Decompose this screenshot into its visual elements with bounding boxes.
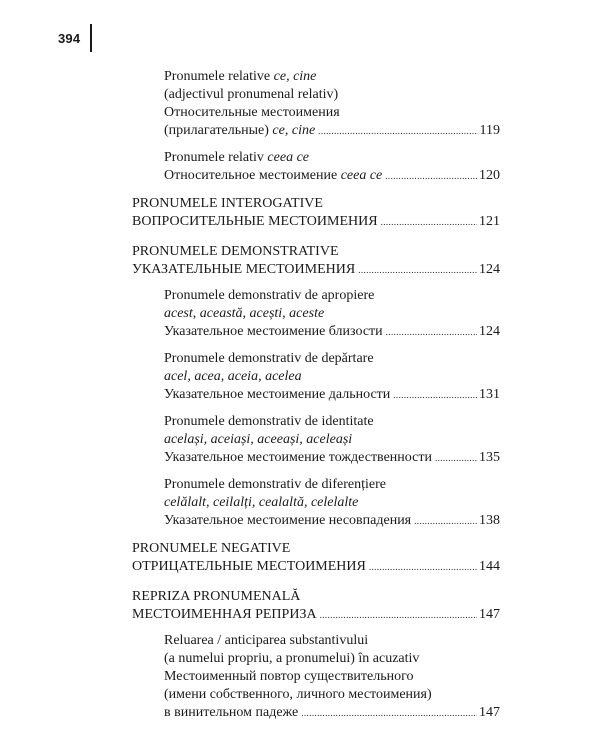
- dot-leader: [414, 517, 477, 526]
- toc-page-number: 124: [479, 262, 500, 277]
- toc-page-number: 147: [479, 607, 500, 622]
- header-divider: [90, 24, 92, 52]
- toc-line-with-page: Указательное местоимение несовпадения ..... 138: [164, 512, 500, 530]
- toc-line: (adjectivul pronumenal relativ): [164, 87, 339, 102]
- toc-entry-interrogative[interactable]: [132, 195, 500, 231]
- toc-line: Pronumele relativ ceea ce: [164, 150, 309, 165]
- toc-line: PRONUMELE DEMONSTRATIVE: [132, 244, 339, 259]
- dot-leader: [369, 563, 477, 572]
- toc-entry-noun-resumption[interactable]: [164, 632, 500, 722]
- toc-line-with-page: Относительное местоимение ceea ce ..... 120: [164, 167, 500, 185]
- toc-line: acest, această, acești, aceste: [164, 306, 325, 321]
- page-number: 394: [58, 30, 81, 46]
- toc-entry-demonstrative-identity[interactable]: [164, 413, 500, 467]
- toc-page-number: 138: [479, 513, 500, 528]
- toc-line: acel, acea, aceia, acelea: [164, 369, 302, 384]
- dot-leader: [386, 328, 477, 337]
- toc-line: Pronumele demonstrativ de diferențiere: [164, 477, 386, 492]
- toc-line: PRONUMELE INTEROGATIVE: [132, 196, 323, 211]
- dot-leader: [381, 218, 477, 227]
- toc-line: (имени собственного, личного местоимения): [164, 687, 432, 702]
- toc-line: Pronumele demonstrativ de identitate: [164, 414, 374, 429]
- toc-line-with-page: ОТРИЦАТЕЛЬНЫЕ МЕСТОИМЕНИЯ ..... 144: [132, 558, 500, 576]
- toc-line: Относительные местоимения: [164, 105, 340, 120]
- toc-line: Pronumele demonstrativ de apropiere: [164, 288, 375, 303]
- toc-page-number: 135: [479, 450, 500, 465]
- toc-line-with-page: Указательное местоимение дальности ..... 131: [164, 386, 500, 404]
- dot-leader: [318, 127, 477, 136]
- toc-page-number: 144: [479, 559, 500, 574]
- toc-entry-pronominal-reprise[interactable]: [132, 588, 500, 624]
- toc-line-with-page: МЕСТОИМЕННАЯ РЕПРИЗА ..... 147: [132, 606, 500, 624]
- toc-line: Местоименный повтор существительного: [164, 669, 414, 684]
- toc-page-number: 124: [479, 324, 500, 339]
- dot-leader: [358, 266, 477, 275]
- toc-line-with-page: ВОПРОСИТЕЛЬНЫЕ МЕСТОИМЕНИЯ ..... 121: [132, 213, 500, 231]
- toc-line: Reluarea / anticiparea substantivului: [164, 633, 369, 648]
- toc-entry-demonstrative[interactable]: [132, 243, 500, 279]
- toc-line-with-page: в винительном падеже ..... 147: [164, 704, 500, 722]
- toc-line: REPRIZA PRONUMENALĂ: [132, 589, 301, 604]
- dot-leader: [301, 709, 477, 718]
- dot-leader: [385, 172, 477, 181]
- toc-page-number: 121: [479, 214, 500, 229]
- page-header: [58, 24, 92, 52]
- toc-line-with-page: Указательное местоимение тождественности ..... 135: [164, 449, 500, 467]
- toc-line: (a numelui propriu, a pronumelui) în acuzativ: [164, 651, 420, 666]
- toc-page-number: 119: [479, 123, 500, 138]
- toc-entry-demonstrative-proximity[interactable]: [164, 287, 500, 341]
- table-of-contents: [132, 69, 500, 731]
- toc-entry-demonstrative-distance[interactable]: [164, 350, 500, 404]
- dot-leader: [435, 454, 477, 463]
- toc-line: Pronumele demonstrativ de depărtare: [164, 351, 374, 366]
- toc-line-with-page: (прилагательные) ce, cine ..... 119: [164, 122, 500, 140]
- toc-page-number: 131: [479, 387, 500, 402]
- toc-entry-relative-ce-cine[interactable]: [164, 68, 500, 140]
- toc-line-with-page: Указательное местоимение близости ..... 124: [164, 323, 500, 341]
- toc-line-with-page: УКАЗАТЕЛЬНЫЕ МЕСТОИМЕНИЯ ..... 124: [132, 261, 500, 279]
- dot-leader: [393, 391, 477, 400]
- toc-entry-relative-ceea-ce[interactable]: [164, 149, 500, 185]
- toc-page-number: 120: [479, 168, 500, 183]
- toc-line: același, aceiași, aceeași, aceleași: [164, 432, 353, 447]
- toc-entry-negative[interactable]: [132, 540, 500, 576]
- toc-line: PRONUMELE NEGATIVE: [132, 541, 291, 556]
- toc-page-number: 147: [479, 705, 500, 720]
- toc-line: Pronumele relative ce, cine: [164, 69, 317, 84]
- toc-line: celălalt, ceilalți, cealaltă, celelalte: [164, 495, 359, 510]
- dot-leader: [320, 611, 477, 620]
- toc-entry-demonstrative-differentiation[interactable]: [164, 476, 500, 530]
